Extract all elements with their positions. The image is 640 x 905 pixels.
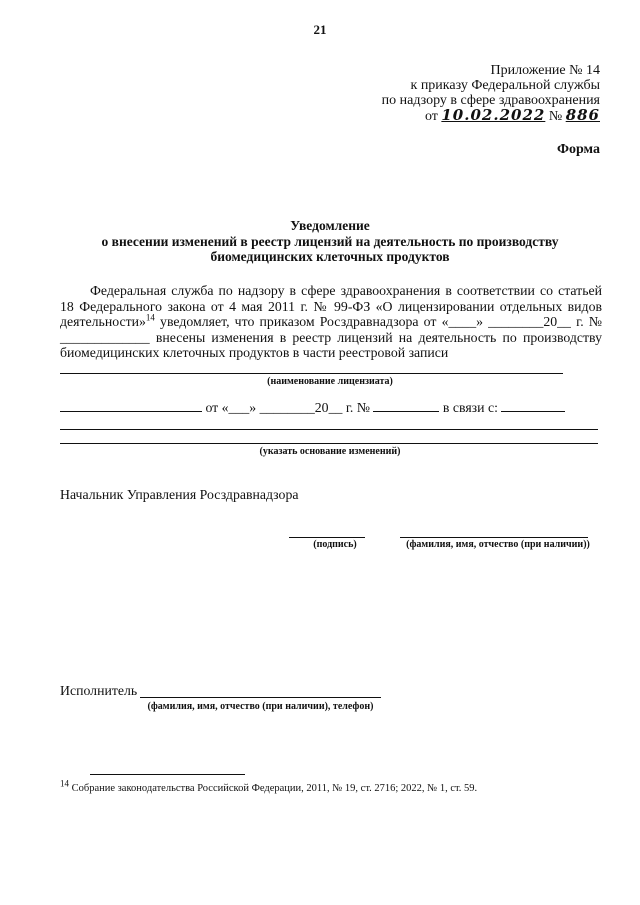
body-text-2: уведомляет, что приказом Росздравнадзора от «____» ________20__ г. № _____________ внесены изменения в реестр лицензий на деятельность по производству биомедицинских клеточных продуктов в части реестровой записи — [60, 314, 602, 360]
title-line-3: биомедицинских клеточных продуктов — [210, 249, 450, 264]
footnote-mark: 14 — [60, 778, 69, 789]
reason-caption: (указать основание изменений) — [259, 446, 401, 457]
title-line-2: о внесении изменений в реестр лицензий на деятельность по производству — [101, 233, 559, 249]
body-text-1: Федеральная служба по надзору в сфере здравоохранения в соответствии со статьей 18 Федерального закона от 4 мая 2011 г. № 99-ФЗ «О лицензировании отдельных видов деятельности» — [60, 283, 602, 329]
handwritten-date: 10.02.2022 — [441, 106, 546, 124]
handwritten-number: 886 — [565, 106, 600, 124]
document-title — [60, 218, 600, 265]
footnote-separator — [90, 774, 245, 775]
licensee-line[interactable] — [60, 373, 563, 374]
record-from-text: от «___» ________20__ г. № — [205, 400, 370, 415]
appendix-line-3: по надзору в сфере здравоохранения — [381, 93, 600, 108]
signature-line[interactable] — [289, 537, 365, 538]
reason-blank[interactable] — [501, 399, 565, 412]
footnote-text: Собрание законодательства Российской Федерации, 2011, № 19, ст. 2716; 2022, № 1, ст. 59. — [69, 783, 478, 794]
reason-line-2[interactable] — [60, 443, 598, 444]
record-reason-text: в связи с: — [442, 400, 498, 415]
executor-label: Исполнитель — [60, 683, 138, 698]
signatory-title: Начальник Управления Росздравнадзора — [60, 487, 299, 502]
appendix-line-1: Приложение № 14 — [490, 63, 600, 78]
page-number: 21 — [313, 22, 327, 37]
fullname-line[interactable] — [400, 537, 588, 538]
appendix-block — [382, 63, 600, 124]
record-blank[interactable] — [60, 399, 202, 412]
date-prefix: от — [424, 109, 438, 124]
form-label: Форма — [556, 142, 600, 157]
footnote-ref: 14 — [145, 312, 155, 323]
executor-line[interactable] — [140, 697, 381, 698]
executor-caption: (фамилия, имя, отчество (при наличии), телефон) — [147, 701, 374, 712]
appendix-date-line — [382, 108, 600, 124]
signature-caption: (подпись) — [313, 539, 357, 550]
footnote — [60, 778, 478, 794]
licensee-caption: (наименование лицензиата) — [267, 376, 393, 387]
reason-line-1[interactable] — [60, 429, 598, 430]
title-line-1: Уведомление — [290, 218, 370, 233]
number-prefix: № — [548, 109, 563, 124]
body-paragraph — [60, 283, 602, 361]
appendix-line-2: к приказу Федеральной службы — [410, 78, 600, 93]
record-number-blank[interactable] — [373, 399, 439, 412]
record-row — [60, 399, 600, 416]
fullname-caption: (фамилия, имя, отчество (при наличии)) — [406, 539, 590, 550]
